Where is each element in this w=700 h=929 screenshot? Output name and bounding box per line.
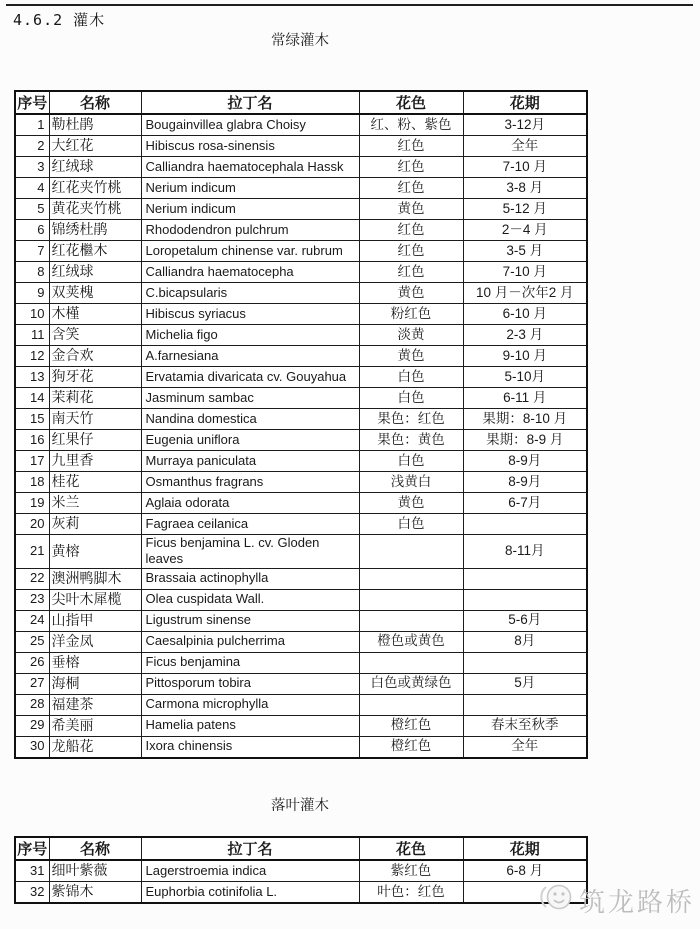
cell-color: 红色	[359, 220, 463, 241]
cell-color: 红色	[359, 241, 463, 262]
shrub-table-deciduous	[14, 836, 588, 904]
cell-period: 7-10 月	[463, 157, 587, 178]
cell-latin: Ficus benjamina L. cv. Gloden leaves	[141, 535, 359, 569]
cell-latin: Brassaia actinophylla	[141, 568, 359, 589]
cell-period: 10 月－次年2 月	[463, 283, 587, 304]
cell-period	[463, 514, 587, 535]
cell-seq: 3	[15, 157, 49, 178]
cell-name: 米兰	[49, 493, 141, 514]
table-row	[15, 694, 587, 715]
cell-name: 红绒球	[49, 157, 141, 178]
cell-period: 5-6月	[463, 610, 587, 631]
cell-color: 红色	[359, 157, 463, 178]
cell-period: 6-7月	[463, 493, 587, 514]
cell-latin: Hibiscus syriacus	[141, 304, 359, 325]
cell-name: 海桐	[49, 673, 141, 694]
cell-color	[359, 610, 463, 631]
cell-period: 果期：8-10 月	[463, 409, 587, 430]
cell-color: 橙色或黄色	[359, 631, 463, 652]
column-header-seq: 序号	[15, 837, 49, 860]
cell-color: 白色	[359, 388, 463, 409]
cell-color: 红色	[359, 136, 463, 157]
cell-color: 粉红色	[359, 304, 463, 325]
cell-color: 黄色	[359, 199, 463, 220]
cell-color: 白色	[359, 451, 463, 472]
cell-name: 双荚槐	[49, 283, 141, 304]
table-row	[15, 715, 587, 736]
column-header-latin: 拉丁名	[141, 91, 359, 114]
cell-seq: 16	[15, 430, 49, 451]
cell-seq: 32	[15, 882, 49, 904]
cell-color: 黄色	[359, 346, 463, 367]
table-row	[15, 430, 587, 451]
cell-color: 红色	[359, 262, 463, 283]
cell-period: 3-8 月	[463, 178, 587, 199]
cell-period: 全年	[463, 136, 587, 157]
cell-latin: Bougainvillea glabra Choisy	[141, 114, 359, 136]
watermark-logo-icon	[538, 880, 574, 921]
cell-latin: Pittosporum tobira	[141, 673, 359, 694]
cell-name: 山指甲	[49, 610, 141, 631]
cell-color: 红色	[359, 178, 463, 199]
cell-seq: 26	[15, 652, 49, 673]
cell-seq: 31	[15, 860, 49, 882]
table-row	[15, 283, 587, 304]
cell-latin: Eugenia uniflora	[141, 430, 359, 451]
table-row	[15, 631, 587, 652]
table-row	[15, 652, 587, 673]
table-row	[15, 514, 587, 535]
table-row	[15, 178, 587, 199]
cell-period: 6-10 月	[463, 304, 587, 325]
table-row	[15, 157, 587, 178]
cell-name: 紫锦木	[49, 882, 141, 904]
column-header-period: 花期	[463, 91, 587, 114]
watermark	[538, 880, 695, 921]
cell-latin: Fagraea ceilanica	[141, 514, 359, 535]
table-row	[15, 304, 587, 325]
cell-name: 大红花	[49, 136, 141, 157]
cell-seq: 11	[15, 325, 49, 346]
cell-latin: Aglaia odorata	[141, 493, 359, 514]
cell-name: 澳洲鸭脚木	[49, 568, 141, 589]
cell-latin: Calliandra haematocepha	[141, 262, 359, 283]
cell-name: 金合欢	[49, 346, 141, 367]
cell-seq: 2	[15, 136, 49, 157]
cell-color: 果色：黄色	[359, 430, 463, 451]
cell-seq: 22	[15, 568, 49, 589]
watermark-text: 筑龙路桥	[579, 887, 696, 917]
cell-seq: 18	[15, 472, 49, 493]
table-row	[15, 736, 587, 758]
shrub-table-evergreen	[14, 90, 588, 759]
cell-color	[359, 652, 463, 673]
cell-name: 红绒球	[49, 262, 141, 283]
cell-seq: 20	[15, 514, 49, 535]
table-row	[15, 409, 587, 430]
cell-latin: Ligustrum sinense	[141, 610, 359, 631]
cell-name: 九里香	[49, 451, 141, 472]
cell-color: 黄色	[359, 493, 463, 514]
cell-name: 尖叶木犀榄	[49, 589, 141, 610]
table-row	[15, 568, 587, 589]
cell-seq: 10	[15, 304, 49, 325]
cell-latin: Lagerstroemia indica	[141, 860, 359, 882]
cell-color: 红、粉、紫色	[359, 114, 463, 136]
cell-period: 7-10 月	[463, 262, 587, 283]
top-horizontal-rule	[6, 4, 693, 6]
cell-latin: Nerium indicum	[141, 178, 359, 199]
cell-period: 8月	[463, 631, 587, 652]
cell-seq: 7	[15, 241, 49, 262]
cell-name: 红花檵木	[49, 241, 141, 262]
cell-period	[463, 568, 587, 589]
header-row	[15, 91, 587, 114]
table-row	[15, 220, 587, 241]
cell-name: 南天竹	[49, 409, 141, 430]
cell-seq: 24	[15, 610, 49, 631]
cell-period: 春末至秋季	[463, 715, 587, 736]
cell-color: 果色：红色	[359, 409, 463, 430]
cell-period: 6-11 月	[463, 388, 587, 409]
table-row	[15, 882, 587, 904]
column-header-color: 花色	[359, 837, 463, 860]
cell-name: 黄榕	[49, 535, 141, 569]
cell-period: 8-9月	[463, 472, 587, 493]
cell-name: 木槿	[49, 304, 141, 325]
cell-color: 白色或黄绿色	[359, 673, 463, 694]
cell-color: 淡黄	[359, 325, 463, 346]
cell-latin: Nandina domestica	[141, 409, 359, 430]
column-header-name: 名称	[49, 837, 141, 860]
cell-seq: 19	[15, 493, 49, 514]
cell-color: 白色	[359, 367, 463, 388]
cell-color: 黄色	[359, 283, 463, 304]
cell-name: 黄花夹竹桃	[49, 199, 141, 220]
cell-period: 5-12 月	[463, 199, 587, 220]
table-row	[15, 262, 587, 283]
cell-seq: 21	[15, 535, 49, 569]
cell-latin: Osmanthus fragrans	[141, 472, 359, 493]
table-row	[15, 493, 587, 514]
cell-latin: A.farnesiana	[141, 346, 359, 367]
cell-color	[359, 535, 463, 569]
cell-name: 狗牙花	[49, 367, 141, 388]
table-row	[15, 367, 587, 388]
cell-name: 含笑	[49, 325, 141, 346]
table-row	[15, 589, 587, 610]
column-header-color: 花色	[359, 91, 463, 114]
cell-color	[359, 694, 463, 715]
cell-period: 8-11月	[463, 535, 587, 569]
cell-period	[463, 652, 587, 673]
table-row	[15, 472, 587, 493]
cell-latin: Nerium indicum	[141, 199, 359, 220]
cell-latin: Euphorbia cotinifolia L.	[141, 882, 359, 904]
cell-name: 红果仔	[49, 430, 141, 451]
cell-latin: Rhododendron pulchrum	[141, 220, 359, 241]
cell-name: 锦绣杜鹃	[49, 220, 141, 241]
cell-period: 2－4 月	[463, 220, 587, 241]
cell-latin: Olea cuspidata Wall.	[141, 589, 359, 610]
table-row	[15, 610, 587, 631]
caption-deciduous-shrubs: 落叶灌木	[271, 798, 329, 814]
table-row	[15, 199, 587, 220]
table-row	[15, 114, 587, 136]
cell-seq: 14	[15, 388, 49, 409]
cell-period: 5月	[463, 673, 587, 694]
cell-seq: 12	[15, 346, 49, 367]
cell-seq: 15	[15, 409, 49, 430]
cell-period	[463, 589, 587, 610]
table-row	[15, 241, 587, 262]
table-row	[15, 451, 587, 472]
cell-seq: 5	[15, 199, 49, 220]
cell-seq: 30	[15, 736, 49, 758]
cell-seq: 13	[15, 367, 49, 388]
cell-period: 3-12月	[463, 114, 587, 136]
table-row	[15, 860, 587, 882]
cell-color: 叶色：红色	[359, 882, 463, 904]
cell-period: 6-8 月	[463, 860, 587, 882]
cell-latin: Jasminum sambac	[141, 388, 359, 409]
cell-period	[463, 694, 587, 715]
cell-name: 红花夹竹桃	[49, 178, 141, 199]
cell-name: 龙船花	[49, 736, 141, 758]
column-header-name: 名称	[49, 91, 141, 114]
cell-name: 茉莉花	[49, 388, 141, 409]
cell-color: 紫红色	[359, 860, 463, 882]
cell-name: 希美丽	[49, 715, 141, 736]
cell-name: 洋金凤	[49, 631, 141, 652]
cell-latin: C.bicapsularis	[141, 283, 359, 304]
cell-latin: Murraya paniculata	[141, 451, 359, 472]
cell-period: 5-10月	[463, 367, 587, 388]
table-row	[15, 535, 587, 569]
cell-name: 灰莉	[49, 514, 141, 535]
cell-color: 白色	[359, 514, 463, 535]
cell-seq: 4	[15, 178, 49, 199]
cell-period: 8-9月	[463, 451, 587, 472]
cell-color: 橙红色	[359, 715, 463, 736]
cell-seq: 6	[15, 220, 49, 241]
cell-period: 3-5 月	[463, 241, 587, 262]
cell-seq: 23	[15, 589, 49, 610]
cell-name: 福建茶	[49, 694, 141, 715]
cell-seq: 8	[15, 262, 49, 283]
cell-name: 勒杜鹃	[49, 114, 141, 136]
cell-period: 全年	[463, 736, 587, 758]
cell-seq: 9	[15, 283, 49, 304]
cell-latin: Caesalpinia pulcherrima	[141, 631, 359, 652]
cell-color: 浅黄白	[359, 472, 463, 493]
cell-period: 果期：8-9 月	[463, 430, 587, 451]
cell-seq: 27	[15, 673, 49, 694]
table-row	[15, 388, 587, 409]
table-row	[15, 673, 587, 694]
table-row	[15, 136, 587, 157]
cell-seq: 1	[15, 114, 49, 136]
cell-period: 9-10 月	[463, 346, 587, 367]
cell-seq: 29	[15, 715, 49, 736]
cell-seq: 17	[15, 451, 49, 472]
cell-seq: 28	[15, 694, 49, 715]
table-row	[15, 325, 587, 346]
cell-latin: Calliandra haematocephala Hassk	[141, 157, 359, 178]
cell-name: 垂榕	[49, 652, 141, 673]
header-row	[15, 837, 587, 860]
cell-latin: Ficus benjamina	[141, 652, 359, 673]
cell-color: 橙红色	[359, 736, 463, 758]
cell-latin: Michelia figo	[141, 325, 359, 346]
section-title: 4.6.2 灌木	[13, 11, 106, 29]
cell-latin: Loropetalum chinense var. rubrum	[141, 241, 359, 262]
cell-latin: Hibiscus rosa-sinensis	[141, 136, 359, 157]
cell-name: 细叶紫薇	[49, 860, 141, 882]
column-header-period: 花期	[463, 837, 587, 860]
cell-latin: Carmona microphylla	[141, 694, 359, 715]
cell-latin: Hamelia patens	[141, 715, 359, 736]
cell-latin: Ixora chinensis	[141, 736, 359, 758]
column-header-latin: 拉丁名	[141, 837, 359, 860]
cell-seq: 25	[15, 631, 49, 652]
cell-latin: Ervatamia divaricata cv. Gouyahua	[141, 367, 359, 388]
cell-period: 2-3 月	[463, 325, 587, 346]
cell-name: 桂花	[49, 472, 141, 493]
table-row	[15, 346, 587, 367]
cell-color	[359, 589, 463, 610]
caption-evergreen-shrubs: 常绿灌木	[271, 33, 329, 49]
cell-color	[359, 568, 463, 589]
column-header-seq: 序号	[15, 91, 49, 114]
